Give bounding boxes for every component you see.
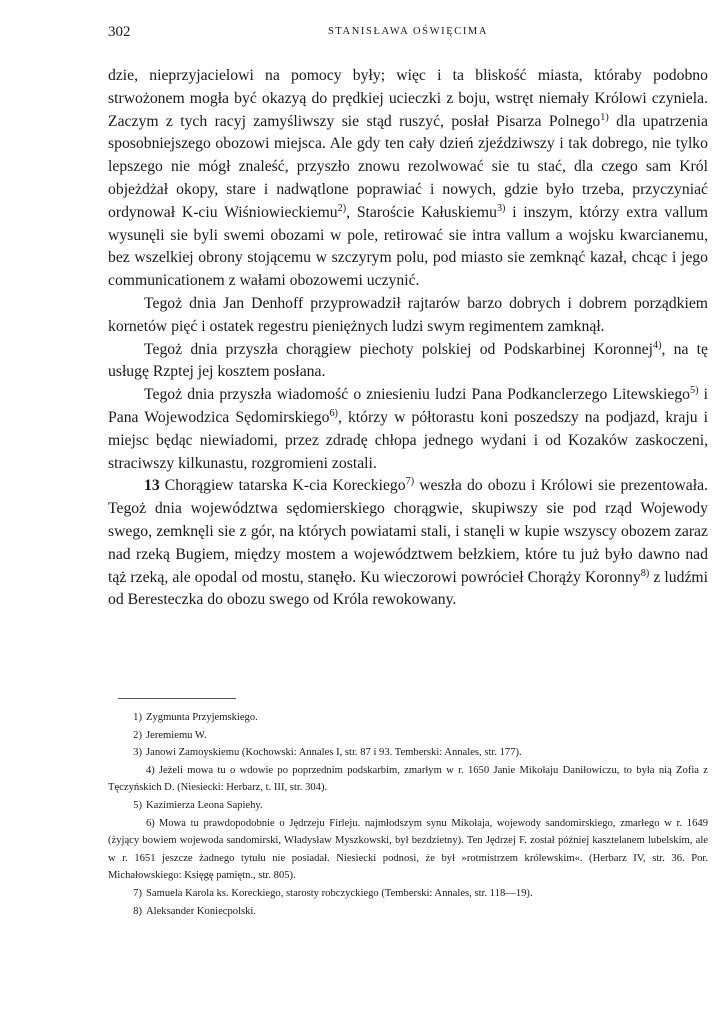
footnote-marker: 8) [133,905,142,917]
text-run: Tegoż dnia Jan Denhoff przyprowadził rajtarów barzo dobrych i dobrem porządkiem kornetów pięć i ostatek regestru pieniężnych ludzi swym regimentem zamknął. [108,294,708,335]
footnote-marker: 5) [133,799,142,811]
footnote-marker: 7) [133,887,142,899]
footnote-ref: 8) [640,567,650,579]
text-run: i Pana Wojewodzica Sędomirskiego [108,386,709,426]
footnote [108,797,708,815]
footnote-text: Samuela Karola ks. Koreckiego, starosty robczyckiego (Temberski: Annales, str. 118—19). [146,887,533,899]
footnote-marker: 1) [133,712,142,723]
text-run: , Staroście Kałuskiemu [346,203,497,221]
footnote-ref: 3) [496,202,506,214]
footnote-text: Aleksander Koniecpolski. [146,905,257,917]
paragraph [108,384,708,475]
text-run: i inszym, którzy extra vallum wysunęli sie byli swemi obozami w pole, retirować sie intra vallum a wojsku kwarcianemu, bez wszelkiej obrony stojącemu w szczyrym polu, pod miasto sie zemknąć kazał, chcąc i jego communicationem z wałami obozowemi uczynić. [108,203,708,290]
text-run: Tegoż dnia przyszła wiadomość o zniesieniu ludzi Pana Podkanclerzego Litewskiego [144,386,691,404]
footnote-ref: 1) [600,111,609,123]
footnote [108,815,708,885]
paragraph [108,475,708,612]
text-run: weszła do obozu i Królowi sie prezentowała. Tegoż dnia województwa sędomierskiego chorągwie, skupiwszy sie pod rząd Wojewody swego, zemknęli sie z gór, na których powiatami stali, i stanęli w kupie wszyscy obozem zaraz nad rzeką Bugiem, między mostem a województwem bełzkiem, które tu już było dawno nad tąż rzeką, ale opodal od mostu, stanęło. Ku wieczorowi powrócieł Chorąży Koronny [108,477,708,586]
page-number: 302 [108,24,131,40]
footnote-marker: 6) [146,817,155,829]
footnote-ref: 4) [653,339,662,351]
footnote-text: Kazimierza Leona Sapiehy. [146,799,263,811]
paragraph [108,65,708,293]
footnote-marker: 2) [133,729,142,741]
text-run: dla upatrzenia sposobniejszego obozowi miejsca. Ale gdy ten cały dzień zjeździwszy i tak dobrego, nie tylko lepszego nie mógł znaleść, przyszło znowu rezolwować sie tu stać, dla czego sam Król objeżdżał okopy, stare i nadwątlone poprawiać i nowych, gdzie było trzeba, przyczyniać ordynował K-ciu Wiśniowieckiemu [108,112,708,221]
text-run: , którzy w półtorastu koni poszedszy na podjazd, kraju i miejsc będąc niewiadomi, przez zdradę chłopa jednego wydani i od Kozaków zaskoczeni, straciwszy kilkunastu, rozgromieni zostali. [108,408,708,472]
text-run: , na tę usługę Rzptej jej kosztem posłana. [108,340,708,381]
paragraph [108,293,708,339]
footnote-marker: 4) [146,764,155,776]
footnote [108,727,708,745]
footnote-text: Jeżeli mowa tu o wdowie po poprzednim podskarbim, zmarłym w r. 1650 Janie Mikołaju Daniłowiczu, to była nią Zofia z Tęczyńskich D. (Niesiecki: Herbarz, t. III, str. 304). [108,764,708,794]
running-title: STANISŁAWA OŚWIĘCIMA [327,26,489,37]
footnote [108,903,708,921]
footnote [108,762,708,797]
footnote [108,744,708,762]
text-run: z ludźmi od Beresteczka do obozu swego od Króla rewokowany. [108,568,708,609]
section-number: 13 [144,477,160,495]
text-run: Chorągiew tatarska K-cia Koreckiego [159,477,406,495]
footnote-marker: 3) [133,747,142,759]
text-run: dzie, nieprzyjacielowi na pomocy były; więc i ta bliskość miasta, któraby podobno strwożonem mogła być okazyą do prędkiej ucieczki z boju, wstręt niemały Królowi czyniela. Zaczym z tych racyj zamyśliwszy sie stąd ruszyć, posłał Pisarza Polnego [108,67,708,130]
footnote-ref: 6) [329,407,338,419]
footnote-separator [118,698,236,699]
running-header [108,24,708,44]
footnote-text: Jeremiemu W. [146,729,207,741]
main-text [108,65,708,612]
footnote-text: Mowa tu prawdopodobnie o Jędrzeju Firleju. najmłodszym synu Mikołaja, wojewody sandomirskiego, zmarłego w r. 1649 (żyjący bowiem wojewoda sandomirski, Władysław Myszkowski, był bezdzietny). Ten Jędrzej F. został później kasztelanem lubelskim, ale w r. 1651 jeszcze żadnego tytułu nie posiadał. Niesiecki podnosi, że był »rotmistrzem królewskim«. (Herbarz IV, str. 36. Por. Michałowskiego: Księgę pamiętn., str. 805). [108,817,708,882]
footnote-ref: 2) [337,202,347,214]
footnote-ref: 5) [690,384,699,396]
footnote-text: Zygmunta Przyjemskiego. [146,712,258,723]
paragraph [108,339,708,385]
footnotes [108,709,708,920]
footnote-text: Janowi Zamoyskiemu (Kochowski: Annales I, str. 87 i 93. Temberski: Annales, str. 177). [146,747,522,759]
footnote [108,885,708,903]
text-run: Tegoż dnia przyszła chorągiew piechoty polskiej od Podskarbinej Koronnej [144,340,653,358]
footnote [108,709,708,727]
footnote-ref: 7) [405,476,415,488]
